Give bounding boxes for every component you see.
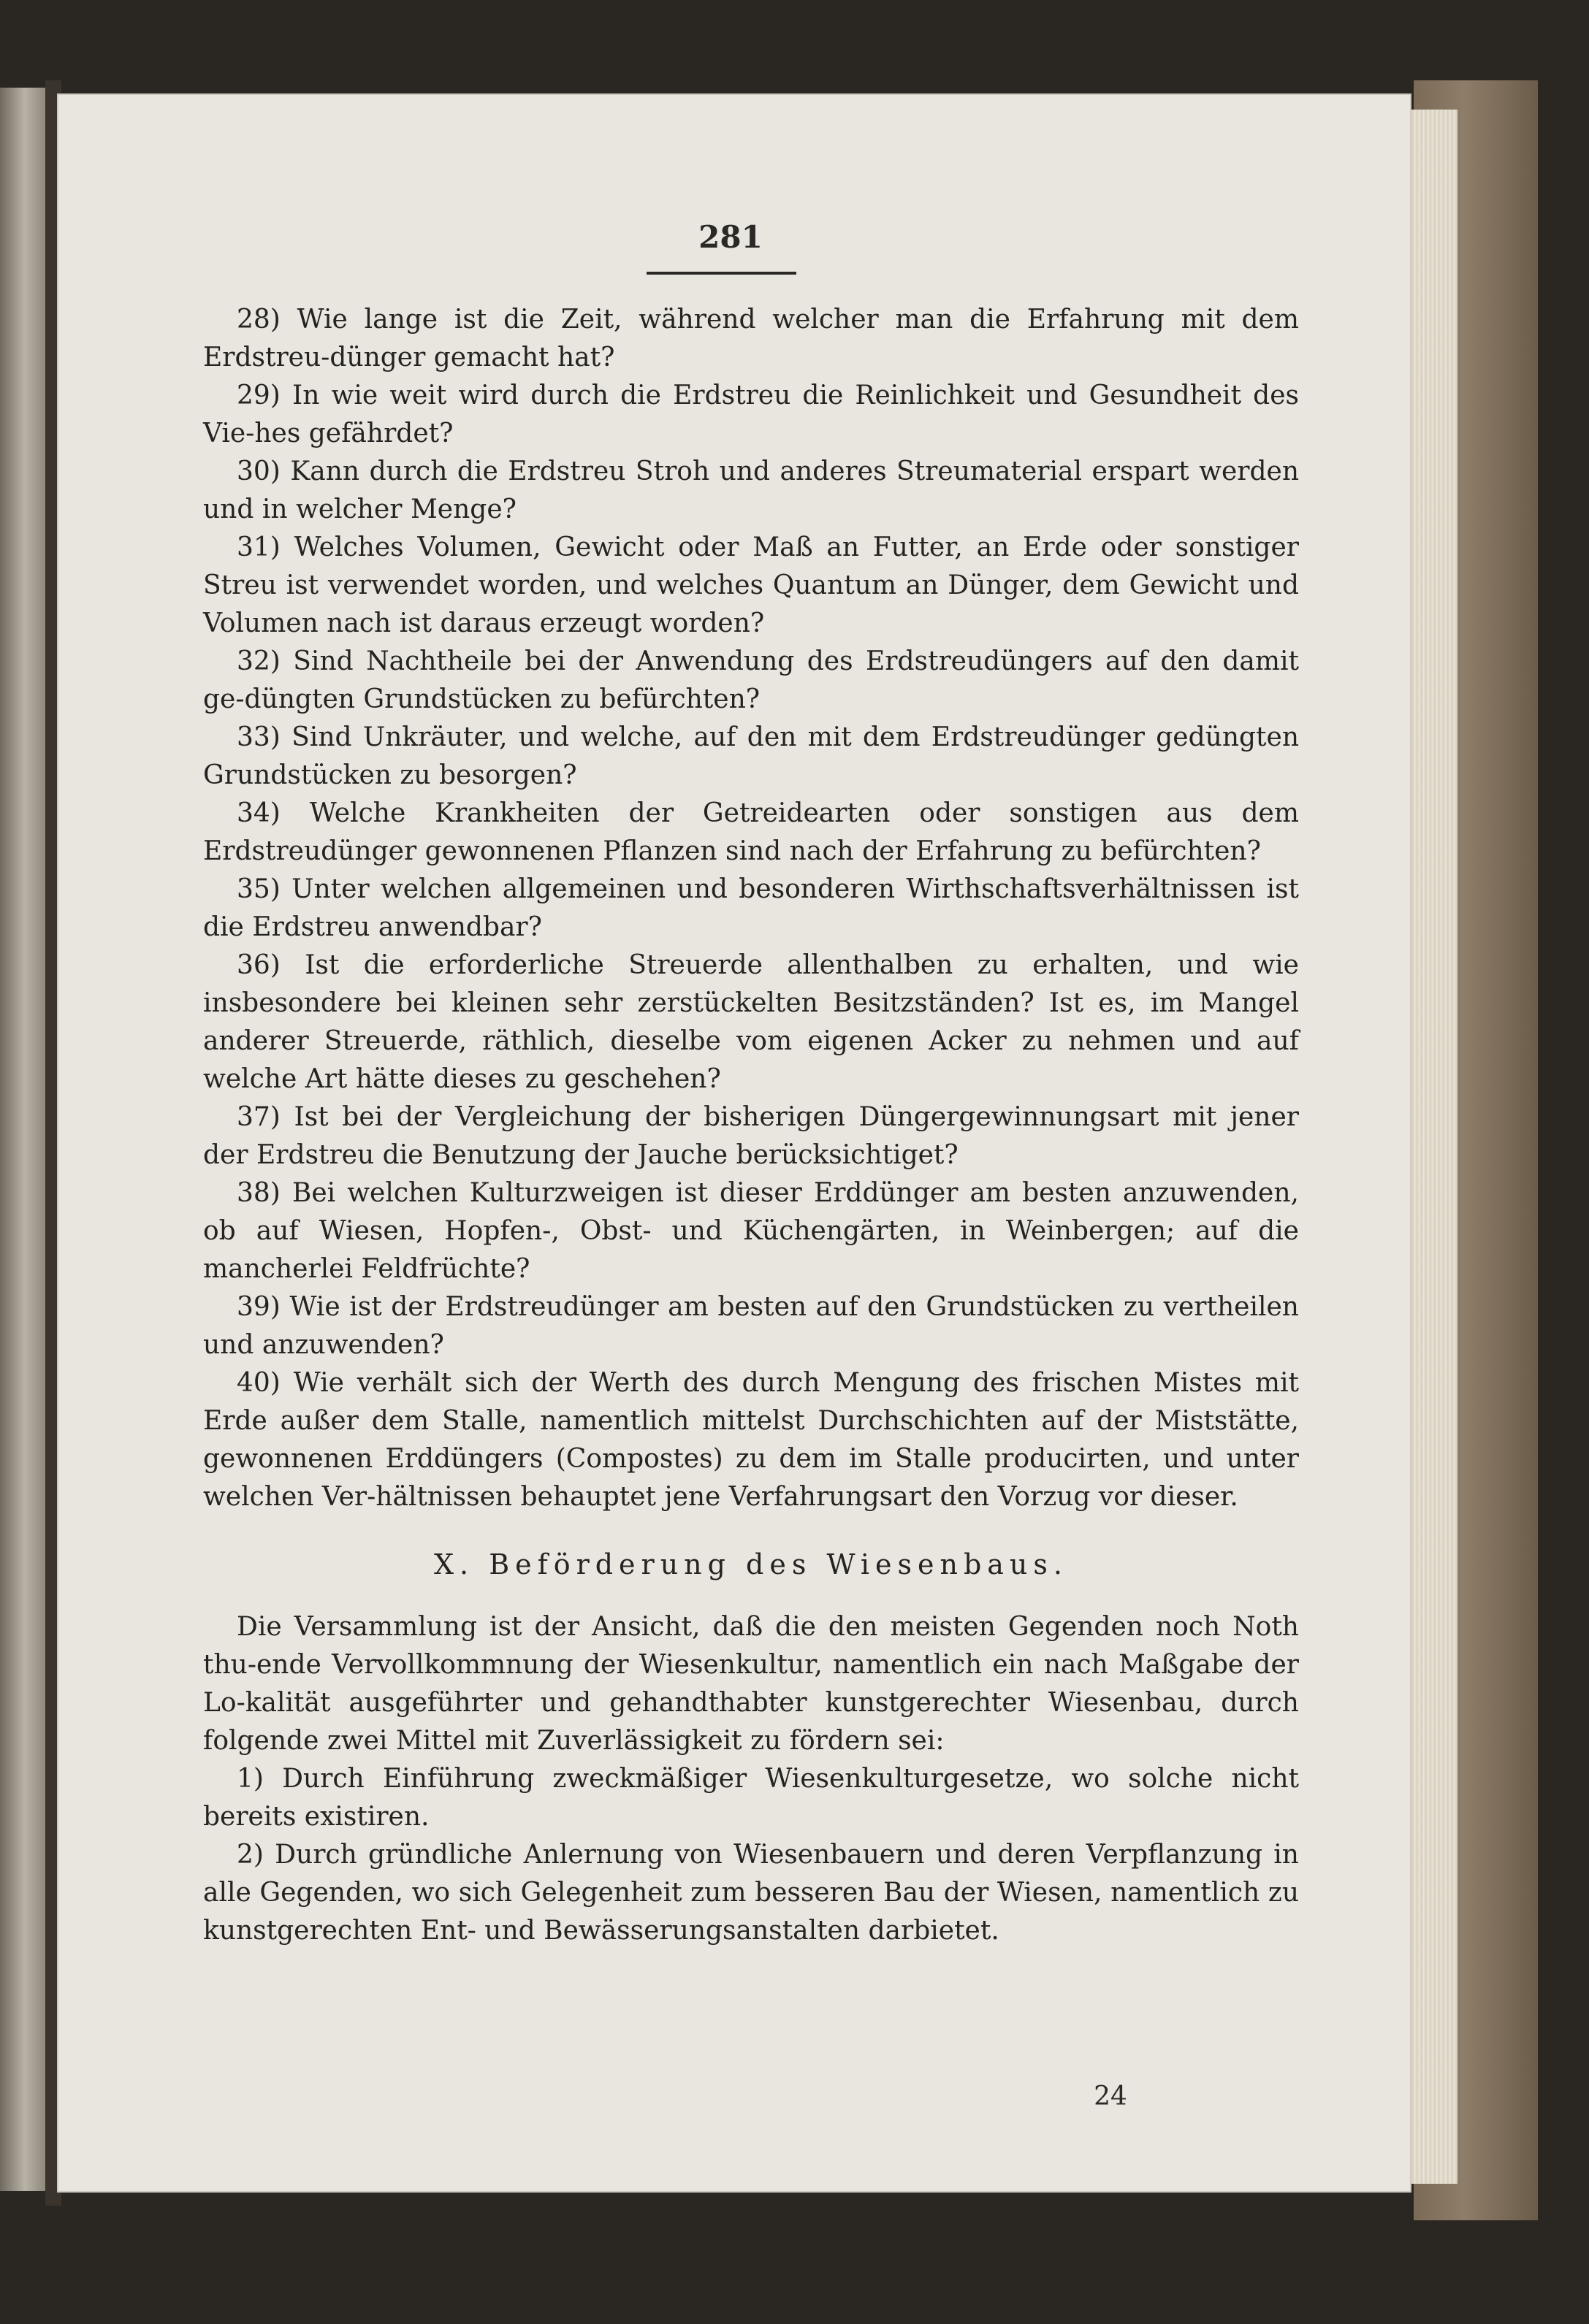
signature-mark: 24: [1094, 2082, 1127, 2111]
question-35: 35) Unter welchen allgemeinen und besonderen Wirthschaftsverhältnissen ist die Erdstreu anwendbar?: [203, 874, 1299, 942]
question-32: 32) Sind Nachtheile bei der Anwendung des Erdstreudüngers auf den damit ge-düngten Grundstücken zu befürchten?: [203, 646, 1299, 714]
question-34: 34) Welche Krankheiten der Getreidearten oder sonstigen aus dem Erdstreudünger gewonnenen Pflanzen sind nach der Erfahrung zu befürchten?: [203, 798, 1299, 866]
question-31: 31) Welches Volumen, Gewicht oder Maß an Futter, an Erde oder sonstiger Streu ist verwendet worden, und welches Quantum an Dünger, dem Gewicht und Volumen nach ist daraus erzeugt worden?: [203, 532, 1299, 638]
question-30: 30) Kann durch die Erdstreu Stroh und anderes Streumaterial erspart werden und in welcher Menge?: [203, 456, 1299, 524]
facing-page-edge: [0, 88, 45, 2191]
question-40: 40) Wie verhält sich der Werth des durch Mengung des frischen Mistes mit Erde außer dem Stalle, namentlich mittelst Durchschichten auf der Miststätte, gewonnenen Erddüngers (Compostes) zu dem im Stalle producirten, und unter welchen Ver-hältnissen behauptet jene Verfahrungsart den Vorzug vor dieser.: [203, 1368, 1299, 1512]
page-stack-edges: [1406, 110, 1457, 2184]
question-33: 33) Sind Unkräuter, und welche, auf den mit dem Erdstreudünger gedüngten Grundstücken zu besorgen?: [203, 722, 1299, 790]
header-rule: [647, 272, 796, 275]
question-37: 37) Ist bei der Vergleichung der bisherigen Düngergewinnungsart mit jener der Erdstreu die Benutzung der Jauche berücksichtiget?: [203, 1102, 1299, 1170]
question-36: 36) Ist die erforderliche Streuerde allenthalben zu erhalten, und wie insbesondere bei kleinen sehr zerstückelten Besitzständen? Ist es, im Mangel anderer Streuerde, räthlich, dieselbe vom eigenen Acker zu nehmen und auf welche Art hätte dieses zu geschehen?: [203, 950, 1299, 1094]
question-29: 29) In wie weit wird durch die Erdstreu die Reinlichkeit und Gesundheit des Vie-hes gefährdet?: [203, 381, 1299, 448]
book-page: [58, 95, 1410, 2191]
section-item-1: 1) Durch Einführung zweckmäßiger Wiesenkulturgesetze, wo solche nicht bereits existiren.: [203, 1764, 1299, 1832]
question-38: 38) Bei welchen Kulturzweigen ist dieser Erddünger am besten anzuwenden, ob auf Wiesen, Hopfen-, Obst- und Küchengärten, in Weinbergen; auf die mancherlei Feldfrüchte?: [203, 1178, 1299, 1284]
section-item-2: 2) Durch gründliche Anlernung von Wiesenbauern und deren Verpflanzung in alle Gegenden, wo sich Gelegenheit zum besseren Bau der Wiesen, namentlich zu kunstgerechten Ent- und Bewässerungsanstalten darbietet.: [203, 1840, 1299, 1946]
question-39: 39) Wie ist der Erdstreudünger am besten auf den Grundstücken zu vertheilen und anzuwenden?: [203, 1292, 1299, 1360]
page-number: 281: [698, 219, 763, 255]
question-28: 28) Wie lange ist die Zeit, während welcher man die Erfahrung mit dem Erdstreu-dünger gemacht hat?: [203, 305, 1299, 372]
section-intro: Die Versammlung ist der Ansicht, daß die den meisten Gegenden noch Noth thu-ende Vervollkommnung der Wiesenkultur, namentlich ein nach Maßgabe der Lo-kalität ausgeführter und gehandthabter kunstgerechter Wiesenbau, durch folgende zwei Mittel mit Zuverlässigkeit zu fördern sei:: [203, 1612, 1299, 1756]
section-heading: X. Beförderung des Wiesenbaus.: [434, 1548, 1068, 1580]
page-body: [203, 301, 1299, 1950]
